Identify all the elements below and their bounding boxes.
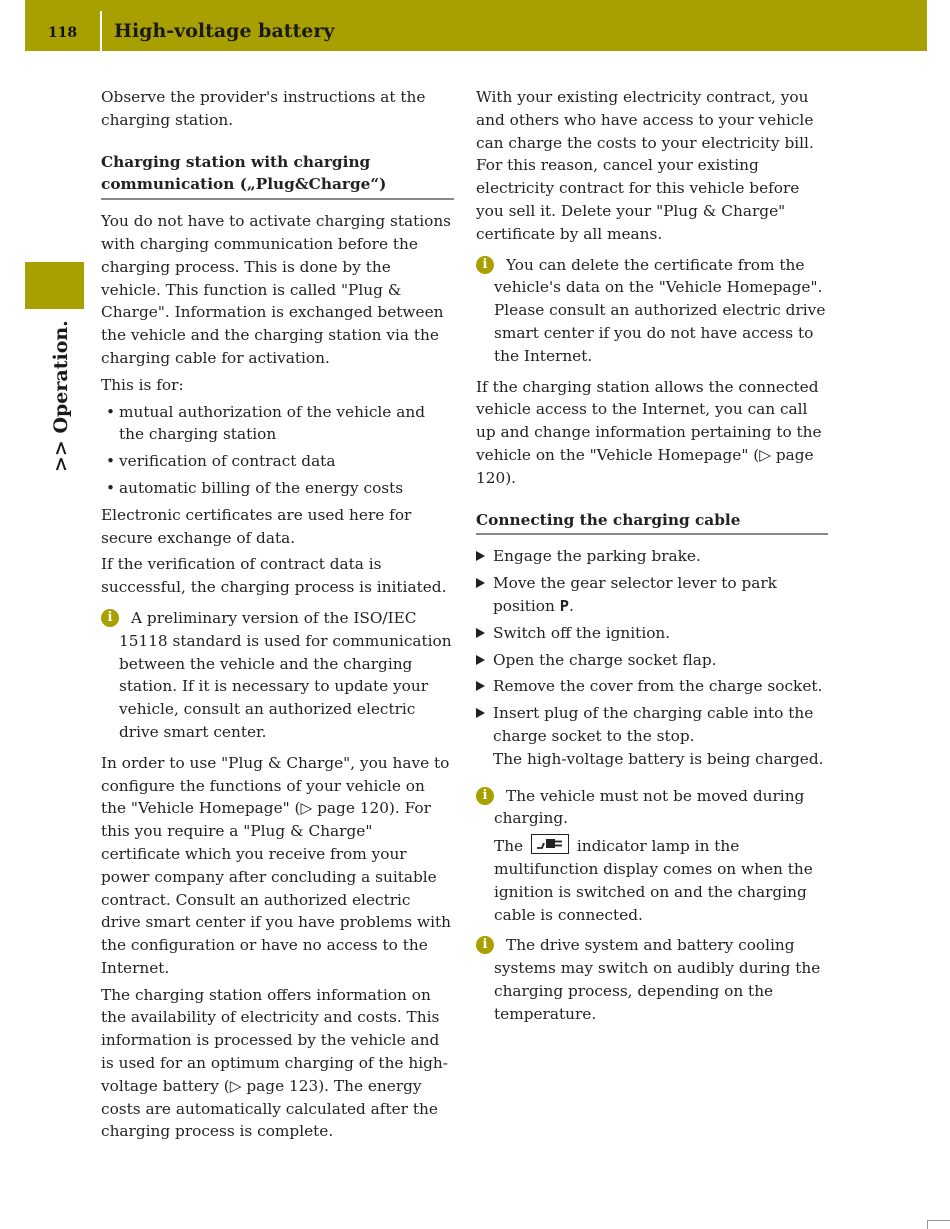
paragraph: You do not have to activate charging stations with charging communication before the charging process. This is done by the vehicle. This function is called "Plug & Charge". Information is exchanged between the vehicle and the charging station via the charging cable for activation. [101, 212, 452, 367]
section-heading-plug-and-charge: Charging station with charging communication („Plug&Charge“) [101, 151, 454, 201]
step-item: Remove the cover from the charge socket. [476, 675, 828, 698]
header-divider [100, 11, 102, 51]
instruction-steps [476, 545, 828, 770]
info-note: i The vehicle must not be moved during charging. The indicator lamp in the multifunction display comes on when the ignition is switched on and the charging cable is connected. [476, 785, 828, 927]
list-item: • verification of contract data [101, 450, 454, 473]
section-heading-connecting-cable: Connecting the charging cable [476, 509, 828, 536]
page-header [25, 0, 927, 51]
paragraph: Observe the provider's instructions at the charging station. [101, 88, 426, 129]
paragraph: In order to use "Plug & Charge", you have to configure the functions of your vehicle on the "Vehicle Homepage" (▷ page 120). For this you require a "Plug & Charge" certificate which you receive from your power company after concluding a suitable contract. Consult an authorized electric drive smart center if you have problems with the configuration or have no access to the Internet. [101, 753, 451, 977]
info-note: i The drive system and battery cooling systems may switch on audibly during the charging process, depending on the temperature. [476, 934, 828, 1025]
paragraph: If the charging station allows the connected vehicle access to the Internet, you can call up and change information pertaining to the vehicle on the "Vehicle Homepage" (▷ page 120). [476, 377, 822, 487]
left-column [101, 86, 454, 1147]
step-arrow-icon [476, 655, 485, 665]
bullet-icon: • [106, 402, 116, 421]
step-arrow-icon [476, 551, 485, 561]
info-note: i A preliminary version of the ISO/IEC 15118 standard is used for communication between the vehicle and the charging station. If it is necessary to update your vehicle, consult an authorized electric drive smart center. [101, 607, 454, 744]
list-item: • mutual authorization of the vehicle and the charging station [106, 402, 425, 444]
charging-plug-indicator-icon [531, 834, 569, 854]
step-item: Move the gear selector lever to park position P. [476, 572, 828, 618]
section-tab-marker [25, 262, 84, 309]
section-label: >> Operation. [50, 320, 72, 472]
list-item: • automatic billing of the energy costs [101, 477, 454, 500]
park-position-symbol: P [559, 596, 569, 615]
bullet-icon: • [106, 452, 116, 471]
step-arrow-icon [476, 578, 485, 588]
right-column [476, 86, 828, 1033]
info-icon: i [101, 609, 119, 627]
paragraph: If the verification of contract data is successful, the charging process is initiated. [101, 555, 447, 597]
page-corner-mark [927, 1220, 950, 1229]
info-icon: i [476, 256, 494, 274]
bullet-list [101, 401, 454, 500]
info-note: i You can delete the certificate from the vehicle's data on the "Vehicle Homepage". Please consult an authorized electric drive smart center if you do not have access to the Internet. [476, 254, 828, 368]
bullet-icon: • [106, 478, 116, 497]
info-icon: i [476, 787, 494, 805]
step-arrow-icon [476, 681, 485, 691]
step-arrow-icon [476, 628, 485, 638]
step-item: Open the charge socket flap. [476, 649, 828, 672]
paragraph: This is for: [101, 375, 184, 394]
paragraph: The charging station offers information on the availability of electricity and costs. This information is processed by the vehicle and is used for an optimum charging of the high-voltage battery (▷ page 123). The energy costs are automatically calculated after the charging process is complete. [101, 985, 448, 1141]
note-detail: The indicator lamp in the multifunction display comes on when the ignition is switched on and the charging cable is connected. [494, 834, 828, 926]
step-arrow-icon [476, 708, 485, 718]
step-item: Insert plug of the charging cable into the charge socket to the stop. The high-voltage battery is being charged. [476, 702, 828, 770]
info-icon: i [476, 936, 494, 954]
paragraph: Electronic certificates are used here for secure exchange of data. [101, 505, 412, 547]
step-item: Switch off the ignition. [476, 622, 828, 645]
paragraph: With your existing electricity contract, you and others who have access to your vehicle can charge the costs to your electricity bill. For this reason, cancel your existing electricity contract for this vehicle before you sell it. Delete your "Plug & Charge" certificate by all means. [476, 88, 814, 243]
page-title: High-voltage battery [114, 20, 335, 42]
step-result: The high-voltage battery is being charged. [493, 749, 824, 768]
step-item: Engage the parking brake. [476, 545, 828, 568]
page-number: 118 [47, 25, 78, 41]
